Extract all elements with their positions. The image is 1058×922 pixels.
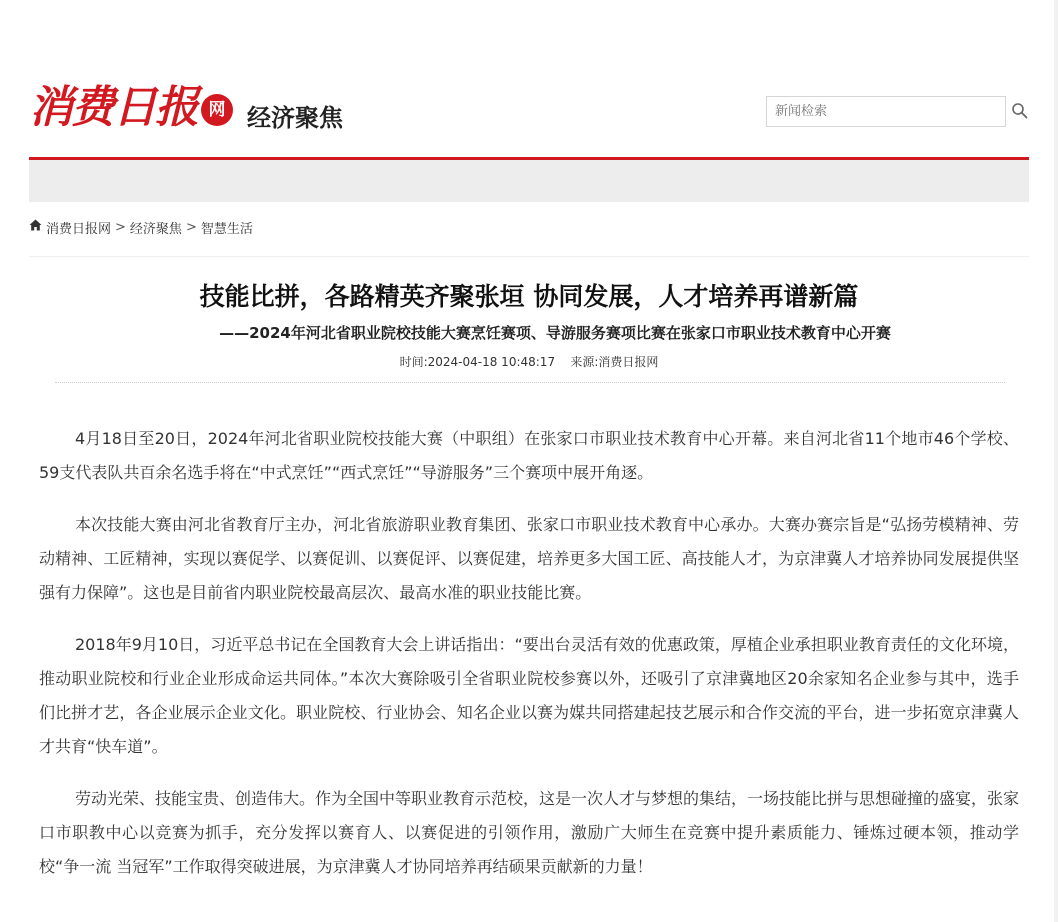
breadcrumb-home[interactable]: 消费日报网 — [46, 221, 112, 237]
source-label: 来源: — [570, 355, 599, 369]
home-icon[interactable] — [29, 219, 42, 235]
article-paragraph: 本次技能大赛由河北省教育厅主办，河北省旅游职业教育集团、张家口市职业技术教育中心承办。大赛办赛宗旨是“弘扬劳模精神、劳动精神、工匠精神，实现以赛促学、以赛促训、以赛促评、以赛促建，培养更多大国工匠、高技能人才，为京津冀人才培养协同发展提供坚强有力保障”。这也是目前省内职业院校最高层次、最高水准的职业技能比赛。 — [39, 515, 1019, 602]
article-subtitle: ——2024年河北省职业院校技能大赛烹饪赛项、导游服务赛项比赛在张家口市职业技术教育中心开赛 — [219, 324, 891, 342]
search-icon[interactable] — [1011, 102, 1029, 120]
section-title[interactable]: 经济聚焦 — [247, 103, 343, 132]
breadcrumb-separator: > — [185, 219, 197, 235]
article-paragraph: 2018年9月10日，习近平总书记在全国教育大会上讲话指出：“要出台灵活有效的优惠政策，厚植企业承担职业教育责任的文化环境，推动职业院校和行业企业形成命运共同体。”本次大赛除吸引全省职业院校参赛以外，还吸引了京津冀地区20余家知名企业参与其中，选手们比拼才艺，各企业展示企业文化。职业院校、行业协会、知名企业以赛为媒共同搭建起技艺展示和合作交流的平台，进一步拓宽京津冀人才共育“快车道”。 — [39, 635, 1019, 756]
article-source: 消费日报网 — [598, 355, 659, 369]
site-header — [29, 78, 1029, 156]
logo-badge: 网 — [201, 94, 233, 126]
logo-text: 消费日报 — [29, 82, 197, 133]
page-scrollbar[interactable] — [1054, 0, 1058, 922]
page-container — [29, 0, 1029, 922]
breadcrumb-separator: > — [115, 219, 126, 235]
meta-divider — [55, 382, 1005, 383]
search-input[interactable] — [766, 96, 1006, 127]
breadcrumb-section[interactable]: 经济聚焦 — [129, 221, 182, 237]
article-paragraph: 劳动光荣、技能宝贵、创造伟大。作为全国中等职业教育示范校，这是一次人才与梦想的集结，一场技能比拼与思想碰撞的盛宴，张家口市职教中心以竞赛为抓手，充分发挥以赛育人、以赛促进的引领作用，激励广大师生在竞赛中提升素质能力、锤炼过硬本领，推动学校“争一流 当冠军”工作取得突破进展，为京津冀人才协同培养再结硕果贡献新的力量！ — [39, 789, 1020, 876]
site-logo[interactable] — [29, 78, 343, 138]
publish-time: 2024-04-18 10:48:17 — [427, 355, 556, 369]
nav-bar — [29, 160, 1029, 202]
breadcrumb-divider — [29, 256, 1029, 257]
time-label: 时间: — [399, 355, 428, 369]
breadcrumb-subsection[interactable]: 智慧生活 — [200, 221, 253, 237]
breadcrumb — [29, 218, 253, 236]
article-title: 技能比拼，各路精英齐聚张垣 协同发展，人才培养再谱新篇 — [199, 282, 859, 311]
article-meta — [29, 352, 1029, 372]
article-body — [39, 422, 1019, 902]
article-paragraph: 4月18日至20日，2024年河北省职业院校技能大赛（中职组）在张家口市职业技术教育中心开幕。来自河北省11个地市46个学校、59支代表队共百余名选手将在“中式烹饪”“西式烹饪”“导游服务”三个赛项中展开角逐。 — [39, 429, 1019, 482]
